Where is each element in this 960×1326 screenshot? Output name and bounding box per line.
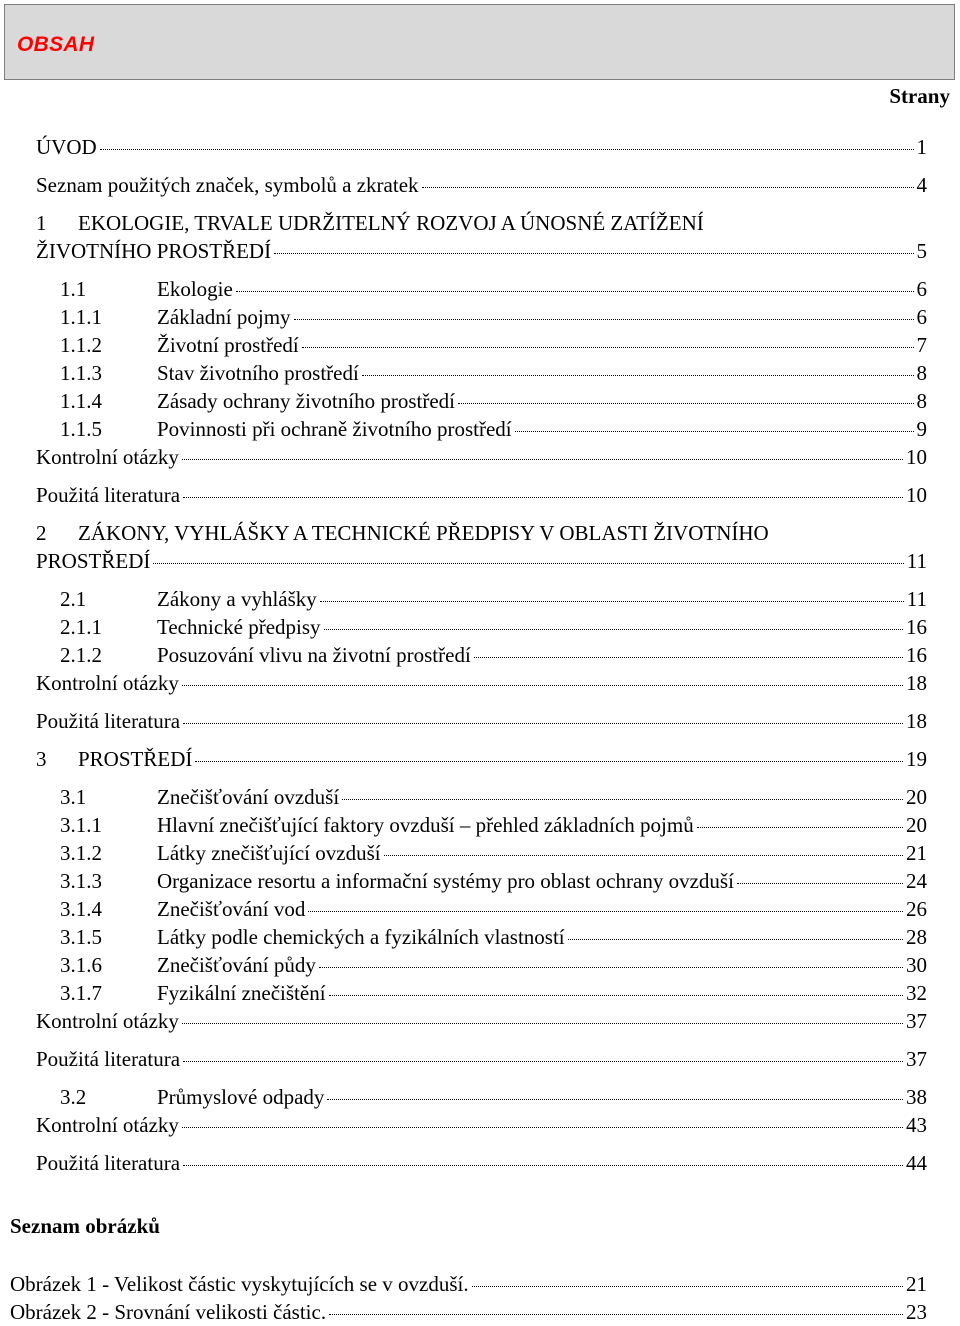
toc-entry-title: Organizace resortu a informační systémy pro oblast ochrany ovzduší (157, 869, 734, 893)
toc-entry-title: Fyzikální znečištění (157, 981, 326, 1005)
toc-entry-page: 20 (906, 785, 927, 809)
toc-entry-number: 1.1.2 (60, 333, 102, 357)
leader-dots (183, 723, 903, 724)
toc-entry[interactable] (36, 133, 927, 161)
leader-dots (568, 939, 903, 940)
figure-entry-title: Obrázek 1 - Velikost částic vyskytujících se v ovzduší. (10, 1272, 469, 1296)
toc-entry-title: Ekologie (157, 277, 233, 301)
figure-entry-page: 21 (906, 1272, 927, 1296)
leader-dots (183, 497, 903, 498)
toc-entry-title: Průmyslové odpady (157, 1085, 325, 1109)
toc-entry-page: 11 (906, 549, 927, 573)
leader-dots (182, 1023, 903, 1024)
toc-entry-title: Znečišťování půdy (157, 953, 316, 977)
toc-entry-page: 4 (916, 173, 927, 197)
leader-dots (697, 827, 903, 828)
toc-entry[interactable] (60, 951, 927, 979)
figure-entry[interactable] (10, 1270, 927, 1298)
leader-dots (183, 1165, 903, 1166)
leader-dots (324, 629, 903, 630)
toc-entry[interactable] (60, 979, 927, 1007)
toc-entry-title: Kontrolní otázky (36, 671, 179, 695)
toc-entry-number: 1 (36, 211, 47, 235)
toc-entry-page: 43 (906, 1113, 927, 1137)
toc-entry-title: Stav životního prostředí (157, 361, 359, 385)
toc-entry-title: EKOLOGIE, TRVALE UDRŽITELNÝ ROZVOJ A ÚNOSNÉ ZATÍŽENÍ (78, 211, 704, 235)
toc-entry-title: Posuzování vlivu na životní prostředí (157, 643, 471, 667)
leader-dots (458, 403, 914, 404)
toc-entry-title: PROSTŘEDÍ (78, 747, 193, 771)
leader-dots (472, 1286, 903, 1287)
toc-entry-number: 3.1.7 (60, 981, 102, 1005)
toc-entry-number: 3.1 (60, 785, 87, 809)
toc-entry-page: 20 (906, 813, 927, 837)
toc-entry-page: 10 (906, 483, 927, 507)
toc-entry[interactable] (36, 707, 927, 735)
toc-entry[interactable] (36, 1149, 927, 1177)
leader-dots (195, 761, 903, 762)
toc-entry[interactable] (36, 1007, 927, 1035)
toc-entry[interactable] (60, 839, 927, 867)
leader-dots (182, 685, 903, 686)
toc-entry-title: Technické předpisy (157, 615, 321, 639)
toc-entry-page: 5 (916, 239, 927, 263)
toc-entry[interactable] (60, 613, 927, 641)
toc-entry-page: 26 (906, 897, 927, 921)
leader-dots (362, 375, 914, 376)
toc-entry-title: Látky znečišťující ovzduší (157, 841, 381, 865)
toc-chapter-1-line1[interactable] (36, 209, 704, 237)
toc-entry-title: Hlavní znečišťující faktory ovzduší – přehled základních pojmů (157, 813, 694, 837)
toc-entry-number: 2.1 (60, 587, 87, 611)
toc-entry[interactable] (36, 481, 927, 509)
leader-dots (302, 347, 914, 348)
toc-entry[interactable] (60, 585, 927, 613)
leader-dots (422, 187, 914, 188)
toc-entry-title: Zásady ochrany životního prostředí (157, 389, 455, 413)
toc-entry-number: 3 (36, 747, 47, 771)
leader-dots (342, 799, 903, 800)
figures-heading: Seznam obrázků (10, 1214, 160, 1238)
toc-entry-page: 28 (906, 925, 927, 949)
pages-column-label: Strany (889, 84, 950, 108)
toc-entry-title: Povinnosti při ochraně životního prostředí (157, 417, 512, 441)
toc-entry[interactable] (36, 669, 927, 697)
leader-dots (329, 995, 903, 996)
figure-entry-title: Obrázek 2 - Srovnání velikosti částic. (10, 1300, 327, 1324)
toc-entry-number: 3.1.5 (60, 925, 102, 949)
toc-entry-title: Znečišťování ovzduší (157, 785, 340, 809)
toc-chapter-2-line2[interactable] (36, 547, 927, 575)
leader-dots (474, 657, 903, 658)
toc-entry[interactable] (60, 387, 927, 415)
toc-entry-title: Použitá literatura (36, 1151, 181, 1175)
toc-entry-number: 3.1.3 (60, 869, 102, 893)
leader-dots (236, 291, 914, 292)
figure-entry-page: 23 (906, 1300, 927, 1324)
toc-entry-title: Použitá literatura (36, 483, 181, 507)
toc-entry-title: Kontrolní otázky (36, 1113, 179, 1137)
toc-entry-page: 11 (906, 587, 927, 611)
leader-dots (320, 601, 904, 602)
toc-entry-title: Kontrolní otázky (36, 445, 179, 469)
toc-entry-page: 16 (906, 643, 927, 667)
leader-dots (329, 1314, 903, 1315)
toc-entry-page: 38 (906, 1085, 927, 1109)
toc-entry-title: PROSTŘEDÍ (36, 549, 151, 573)
leader-dots (515, 431, 914, 432)
toc-entry-page: 16 (906, 615, 927, 639)
leader-dots (327, 1099, 903, 1100)
toc-entry[interactable] (36, 1045, 927, 1073)
toc-entry-title: Kontrolní otázky (36, 1009, 179, 1033)
toc-entry-title: Seznam použitých značek, symbolů a zkratek (36, 173, 419, 197)
leader-dots (182, 459, 903, 460)
toc-entry-title: Životní prostředí (157, 333, 299, 357)
toc-entry-title: Použitá literatura (36, 1047, 181, 1071)
toc-entry[interactable] (60, 359, 927, 387)
leader-dots (384, 855, 903, 856)
toc-entry-number: 3.1.6 (60, 953, 102, 977)
toc-entry[interactable] (36, 1111, 927, 1139)
toc-chapter-1-line2[interactable] (36, 237, 927, 265)
toc-entry-page: 24 (906, 869, 927, 893)
toc-entry-title: Zákony a vyhlášky (157, 587, 317, 611)
toc-entry-page: 18 (906, 671, 927, 695)
leader-dots (100, 149, 914, 150)
page-title: OBSAH (17, 33, 95, 56)
toc-entry-number: 2 (36, 521, 47, 545)
toc-entry[interactable] (60, 641, 927, 669)
toc-entry-page: 37 (906, 1047, 927, 1071)
toc-entry-number: 1.1.4 (60, 389, 102, 413)
toc-entry-number: 2.1.1 (60, 615, 102, 639)
toc-chapter-2-line1[interactable] (36, 519, 769, 547)
toc-entry[interactable] (60, 303, 927, 331)
toc-entry-page: 6 (916, 277, 927, 301)
toc-entry[interactable] (36, 443, 927, 471)
toc-entry[interactable] (60, 783, 927, 811)
toc-entry[interactable] (60, 1083, 927, 1111)
leader-dots (319, 967, 903, 968)
toc-entry-title: Použitá literatura (36, 709, 181, 733)
toc-entry[interactable] (60, 275, 927, 303)
toc-entry-number: 3.2 (60, 1085, 87, 1109)
toc-entry-number: 3.1.1 (60, 813, 102, 837)
figure-entry[interactable] (10, 1298, 927, 1326)
toc-entry-page: 18 (906, 709, 927, 733)
toc-entry[interactable] (36, 171, 927, 199)
toc-entry-title: Základní pojmy (157, 305, 291, 329)
toc-entry-page: 8 (916, 389, 927, 413)
toc-entry-page: 1 (916, 135, 927, 159)
toc-entry-number: 1.1.1 (60, 305, 102, 329)
toc-entry[interactable] (60, 895, 927, 923)
toc-entry-title: Látky podle chemických a fyzikálních vlastností (157, 925, 565, 949)
leader-dots (274, 253, 913, 254)
toc-entry[interactable] (60, 415, 927, 443)
toc-entry-title: Znečišťování vod (157, 897, 306, 921)
toc-entry-number: 1.1.5 (60, 417, 102, 441)
leader-dots (308, 911, 903, 912)
toc-entry-page: 8 (916, 361, 927, 385)
leader-dots (182, 1127, 903, 1128)
leader-dots (294, 319, 914, 320)
toc-entry-number: 1.1 (60, 277, 87, 301)
toc-entry[interactable] (60, 923, 927, 951)
toc-entry[interactable] (36, 745, 927, 773)
leader-dots (183, 1061, 903, 1062)
toc-entry-title: ZÁKONY, VYHLÁŠKY A TECHNICKÉ PŘEDPISY V OBLASTI ŽIVOTNÍHO (78, 521, 769, 545)
toc-entry-number: 2.1.2 (60, 643, 102, 667)
toc-entry-page: 21 (906, 841, 927, 865)
toc-entry-page: 37 (906, 1009, 927, 1033)
leader-dots (737, 883, 903, 884)
toc-entry-number: 1.1.3 (60, 361, 102, 385)
toc-entry-page: 32 (906, 981, 927, 1005)
toc-entry-page: 19 (906, 747, 927, 771)
toc-entry-page: 44 (906, 1151, 927, 1175)
toc-entry[interactable] (60, 867, 927, 895)
toc-entry-title: ŽIVOTNÍHO PROSTŘEDÍ (36, 239, 272, 263)
leader-dots (153, 563, 903, 564)
toc-entry-page: 7 (916, 333, 927, 357)
toc-entry[interactable] (60, 331, 927, 359)
toc-entry-page: 9 (916, 417, 927, 441)
toc-entry-number: 3.1.2 (60, 841, 102, 865)
toc-entry-page: 6 (916, 305, 927, 329)
toc-entry-number: 3.1.4 (60, 897, 102, 921)
toc-entry-page: 30 (906, 953, 927, 977)
toc-entry-title: ÚVOD (36, 135, 97, 159)
toc-entry[interactable] (60, 811, 927, 839)
toc-entry-page: 10 (906, 445, 927, 469)
